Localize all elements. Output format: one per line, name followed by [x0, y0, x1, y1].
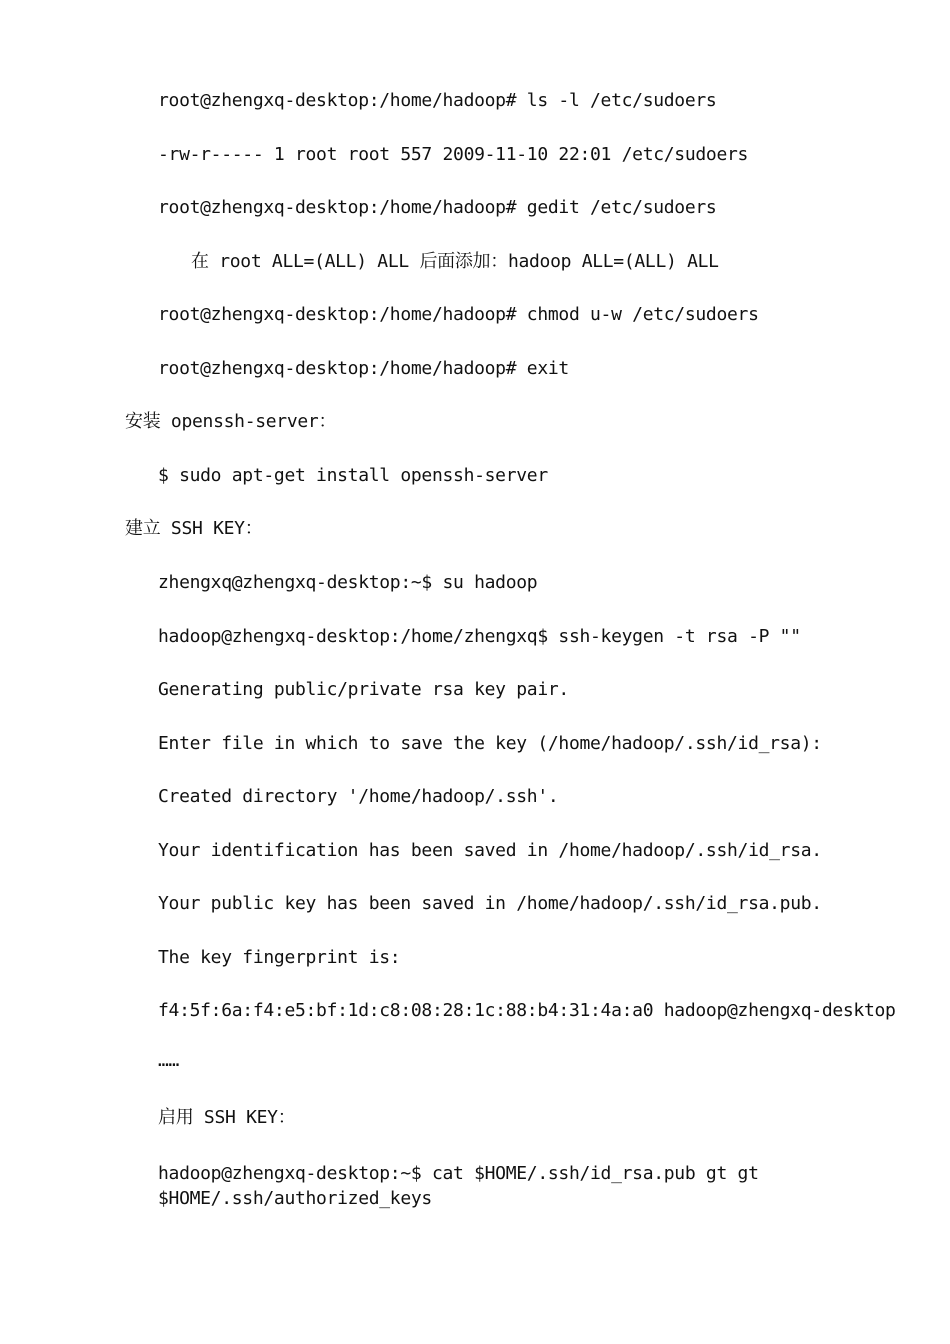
heading-install-openssh: 安装 openssh-server：: [125, 411, 337, 432]
output-created-directory: Created directory '/home/hadoop/.ssh'.: [158, 786, 559, 807]
command-chmod-sudoers: root@zhengxq-desktop:/home/hadoop# chmod u-w /etc/sudoers: [158, 304, 759, 325]
output-ls-sudoers: -rw-r----- 1 root root 557 2009-11-10 22:01 /etc/sudoers: [158, 144, 749, 165]
command-gedit-sudoers: root@zhengxq-desktop:/home/hadoop# gedit /etc/sudoers: [158, 197, 717, 218]
command-su-hadoop: zhengxq@zhengxq-desktop:~$ su hadoop: [158, 572, 538, 593]
command-apt-get-install: $ sudo apt-get install openssh-server: [158, 465, 548, 486]
command-cat-authorized-keys: hadoop@zhengxq-desktop:~$ cat $HOME/.ssh/id_rsa.pub gt gt $HOME/.ssh/authorized_keys: [158, 1163, 759, 1209]
output-identification-saved: Your identification has been saved in /home/hadoop/.ssh/id_rsa.: [158, 840, 822, 861]
output-generating-key: Generating public/private rsa key pair.: [158, 679, 569, 700]
output-fingerprint-label: The key fingerprint is:: [158, 947, 401, 968]
output-enter-file: Enter file in which to save the key (/home/hadoop/.ssh/id_rsa):: [158, 733, 822, 754]
output-ellipsis: ……: [158, 1050, 180, 1071]
heading-enable-ssh-key: 启用 SSH KEY：: [158, 1107, 296, 1128]
command-exit: root@zhengxq-desktop:/home/hadoop# exit: [158, 358, 569, 379]
command-ssh-keygen: hadoop@zhengxq-desktop:/home/zhengxq$ ssh-keygen -t rsa -P "": [158, 626, 801, 647]
instruction-add-hadoop: 在 root ALL=(ALL) ALL 后面添加：hadoop ALL=(ALL) ALL: [191, 251, 719, 272]
command-ls-sudoers: root@zhengxq-desktop:/home/hadoop# ls -l /etc/sudoers: [158, 90, 717, 111]
heading-create-ssh-key: 建立 SSH KEY：: [125, 518, 263, 539]
output-fingerprint-value: f4:5f:6a:f4:e5:bf:1d:c8:08:28:1c:88:b4:31:4a:a0 hadoop@zhengxq-desktop: [158, 1000, 896, 1021]
output-public-key-saved: Your public key has been saved in /home/hadoop/.ssh/id_rsa.pub.: [158, 893, 822, 914]
